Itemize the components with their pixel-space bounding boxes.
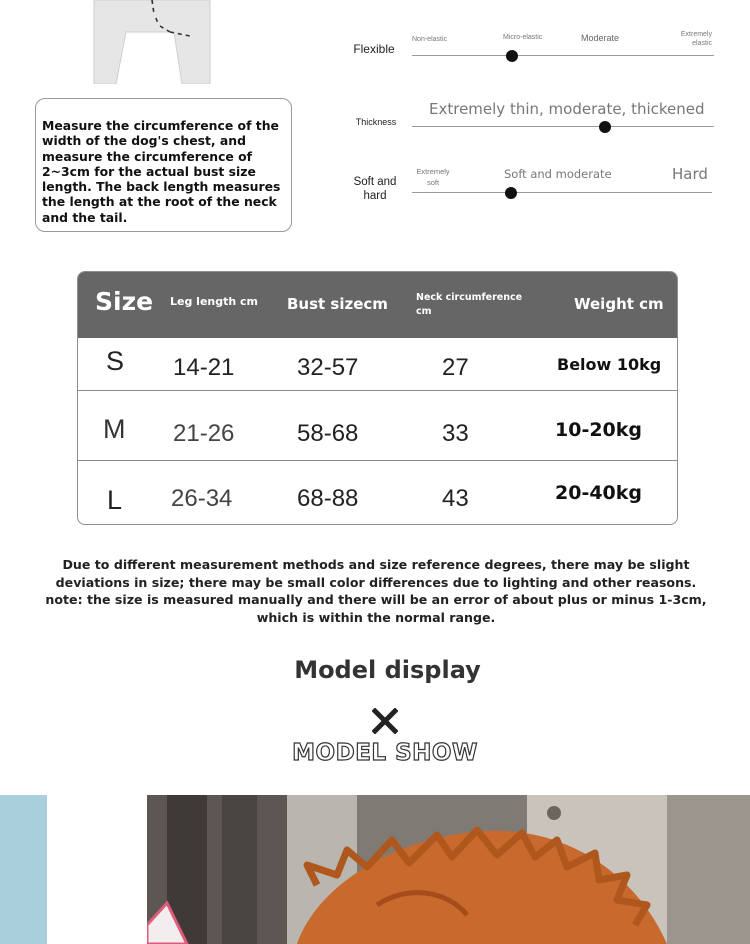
- tick-soft-and-moderate: Soft and moderate: [504, 167, 612, 181]
- tick-hard: Hard: [672, 165, 708, 183]
- tick-extremely-elastic: Extremely elastic: [680, 31, 712, 47]
- measurement-note: [35, 98, 292, 232]
- header-weight: Weight cm: [574, 295, 664, 313]
- table-cell-size: S: [106, 346, 125, 376]
- flexible-level-dot: [506, 50, 518, 62]
- table-cell-neck: 43: [442, 485, 469, 512]
- softness-level-dot: [505, 187, 517, 199]
- thickness-label: Thickness: [355, 117, 397, 127]
- row-divider: [78, 390, 677, 391]
- table-cell-size: M: [103, 414, 126, 444]
- cross-icon: [372, 708, 398, 734]
- table-cell-bust: 68-88: [297, 485, 359, 512]
- table-cell-size: L: [107, 485, 123, 515]
- table-cell-leg: 21-26: [173, 420, 235, 447]
- side-accent-panel: [0, 795, 47, 944]
- thickness-caption: Extremely thin, moderate, thickened: [429, 100, 705, 118]
- tick-extremely-soft: Extremely soft: [416, 167, 450, 187]
- tick-micro-elastic: Micro-elastic: [503, 34, 543, 41]
- table-cell-neck: 27: [442, 354, 469, 381]
- flexible-label: Flexible: [353, 42, 395, 56]
- table-cell-bust: 32-57: [297, 354, 359, 381]
- table-cell-leg: 26-34: [171, 485, 233, 512]
- softness-scale-line: [412, 192, 712, 193]
- size-table: [77, 271, 678, 525]
- flexible-scale-line: [412, 55, 714, 56]
- garment-illustration: [90, 0, 216, 84]
- tick-non-elastic: Non-elastic: [412, 36, 448, 43]
- header-neck-circumference: Neck circumference cm: [416, 292, 523, 317]
- table-cell-weight: 10-20kg: [555, 419, 643, 441]
- header-bust-size: Bust sizecm: [287, 295, 388, 313]
- table-cell-leg: 14-21: [173, 354, 235, 381]
- model-show-subtitle: MODEL SHOW: [292, 740, 478, 766]
- measurement-note-text: Measure the circumference of the width of the dog's chest, and measure the circumference of 2~3cm for the actual bust size length. The back length measures the length at the root of the neck and the tail.: [42, 118, 281, 225]
- table-cell-weight: Below 10kg: [557, 355, 662, 374]
- row-divider: [78, 460, 677, 461]
- softness-label: Soft and hard: [353, 176, 397, 202]
- header-leg-length: Leg length cm: [170, 295, 259, 308]
- model-photo-art: [147, 795, 750, 944]
- size-table-header: [78, 272, 677, 338]
- thickness-scale-line: [412, 126, 714, 127]
- thickness-level-dot: [599, 121, 611, 133]
- header-size: Size: [95, 287, 154, 316]
- model-display-title: Model display: [294, 656, 481, 684]
- table-cell-weight: 20-40kg: [555, 482, 643, 504]
- table-cell-bust: 58-68: [297, 420, 359, 447]
- model-photo: [147, 795, 750, 944]
- table-cell-neck: 33: [442, 420, 469, 447]
- tick-moderate: Moderate: [581, 33, 620, 43]
- measurement-disclaimer: Due to different measurement methods and size reference degrees, there may be slight deviations in size; there may be small color differences due to lighting and other reasons. note: the size is measured manually and there will be an error of about plus or minus 1-3cm, which is within the normal range.: [45, 557, 707, 625]
